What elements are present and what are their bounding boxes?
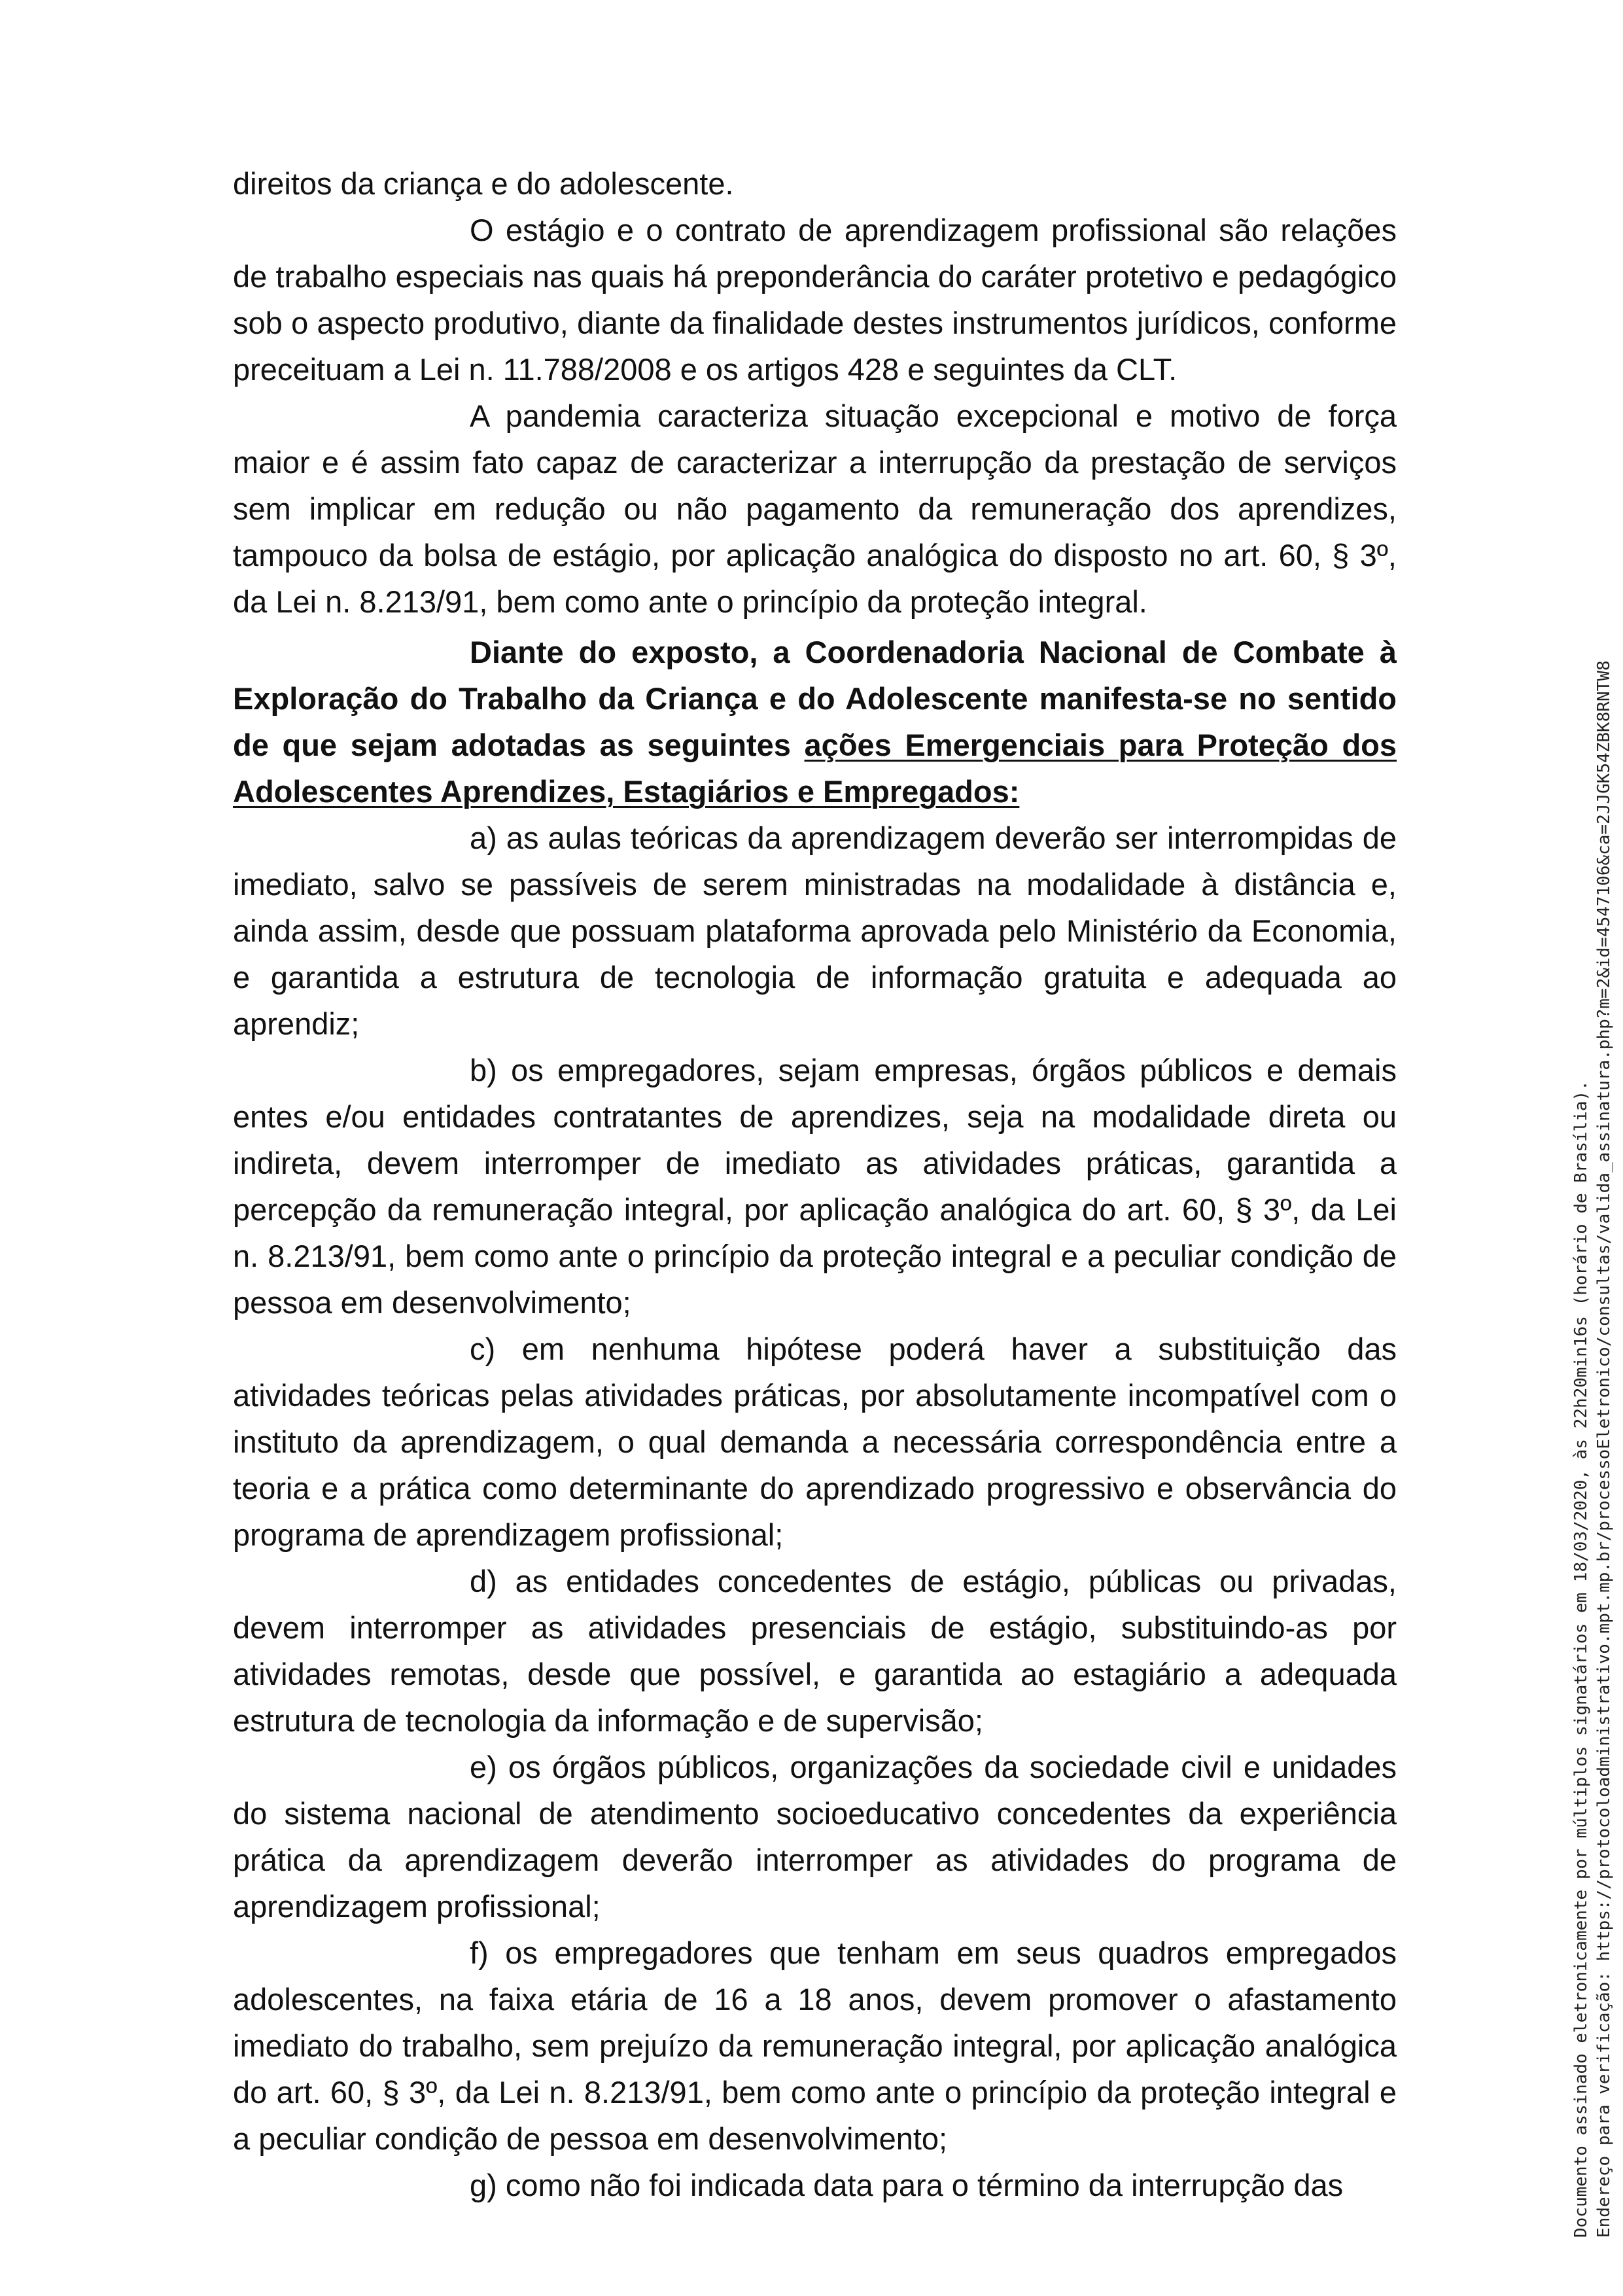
electronic-signature-stamp [1570,660,1616,2238]
list-item-e: e) os órgãos públicos, organizações da sociedade civil e unidades do sistema nacional de atendimento socioeducativo concedentes da experiência prática da aprendizagem deverão interromper as atividades do programa de aprendizagem profissional; [233,1750,1397,1924]
verification-url-line: Endereço para verificação: https://protocoloadministrativo.mpt.mp.br/processoEletronico/consultas/valida_assinatura.php?m=2&id=4547106&ca=2JJGK54ZBK8RNTW8 [1594,660,1614,2238]
list-item-f: f) os empregadores que tenham em seus quadros empregados adolescentes, na faixa etária de 16 a 18 anos, devem promover o afastamento imediato do trabalho, sem prejuízo da remuneração integral, por aplicação analógica do art. 60, § 3º, da Lei n. 8.213/91, bem como ante o princípio da proteção integral e a peculiar condição de pessoa em desenvolvimento; [233,1935,1397,2156]
paragraph-pandemic: A pandemia caracteriza situação excepcional e motivo de força maior e é assim fato capaz de caracterizar a interrupção da prestação de serviços sem implicar em redução ou não pagamento da remuneração dos aprendizes, tampouco da bolsa de estágio, por aplicação analógica do disposto no art. 60, § 3º, da Lei n. 8.213/91, bem como ante o princípio da proteção integral. [233,398,1397,619]
list-item-d: d) as entidades concedentes de estágio, públicas ou privadas, devem interromper as atividades presenciais de estágio, substituindo-as por atividades remotas, desde que possível, e garantida ao estagiário a adequada estrutura de tecnologia da informação e de supervisão; [233,1564,1397,1738]
list-item-b: b) os empregadores, sejam empresas, órgãos públicos e demais entes e/ou entidades contratantes de aprendizes, seja na modalidade direta ou indireta, devem interromper de imediato as atividades práticas, garantida a percepção da remuneração integral, por aplicação analógica do art. 60, § 3º, da Lei n. 8.213/91, bem como ante o princípio da proteção integral e a peculiar condição de pessoa em desenvolvimento; [233,1053,1397,1320]
document-body [233,160,1397,2208]
list-item-g: g) como não foi indicada data para o término da interrupção das [470,2168,1344,2202]
conclusion-lead-text: Diante do exposto, a Coordenadoria Nacional de Combate à Exploração do Trabalho da Criança e do Adolescente manifesta-se no sentido de que sejam adotadas as seguintes [233,635,1397,762]
list-item-c: c) em nenhuma hipótese poderá haver a substituição das atividades teóricas pelas atividades práticas, por absolutamente incompatível com o instituto da aprendizagem, o qual demanda a necessária correspondência entre a teoria e a prática como determinante do aprendizado progressivo e observância do programa de aprendizagem profissional; [233,1332,1397,1552]
conclusion-underlined-heading: ações Emergenciais para Proteção dos Adolescentes Aprendizes, Estagiários e Empregados: [233,728,1397,809]
signature-stamp-line: Documento assinado eletronicamente por múltiplos signatários em 18/03/2020, às 22h20min16s (horário de Brasília). [1571,1080,1591,2238]
paragraph-internship-apprenticeship: O estágio e o contrato de aprendizagem profissional são relações de trabalho especiais nas quais há preponderância do caráter protetivo e pedagógico sob o aspecto produtivo, diante da finalidade destes instrumentos jurídicos, conforme preceituam a Lei n. 11.788/2008 e os artigos 428 e seguintes da CLT. [233,213,1397,387]
list-item-a: a) as aulas teóricas da aprendizagem deverão ser interrompidas de imediato, salvo se passíveis de serem ministradas na modalidade à distância e, ainda assim, desde que possuam plataforma aprovada pelo Ministério da Economia, e garantida a estrutura de tecnologia de informação gratuita e adequada ao aprendiz; [233,821,1397,1041]
paragraph-continuation: direitos da criança e do adolescente. [233,166,734,201]
paragraph-conclusion [233,629,1397,815]
